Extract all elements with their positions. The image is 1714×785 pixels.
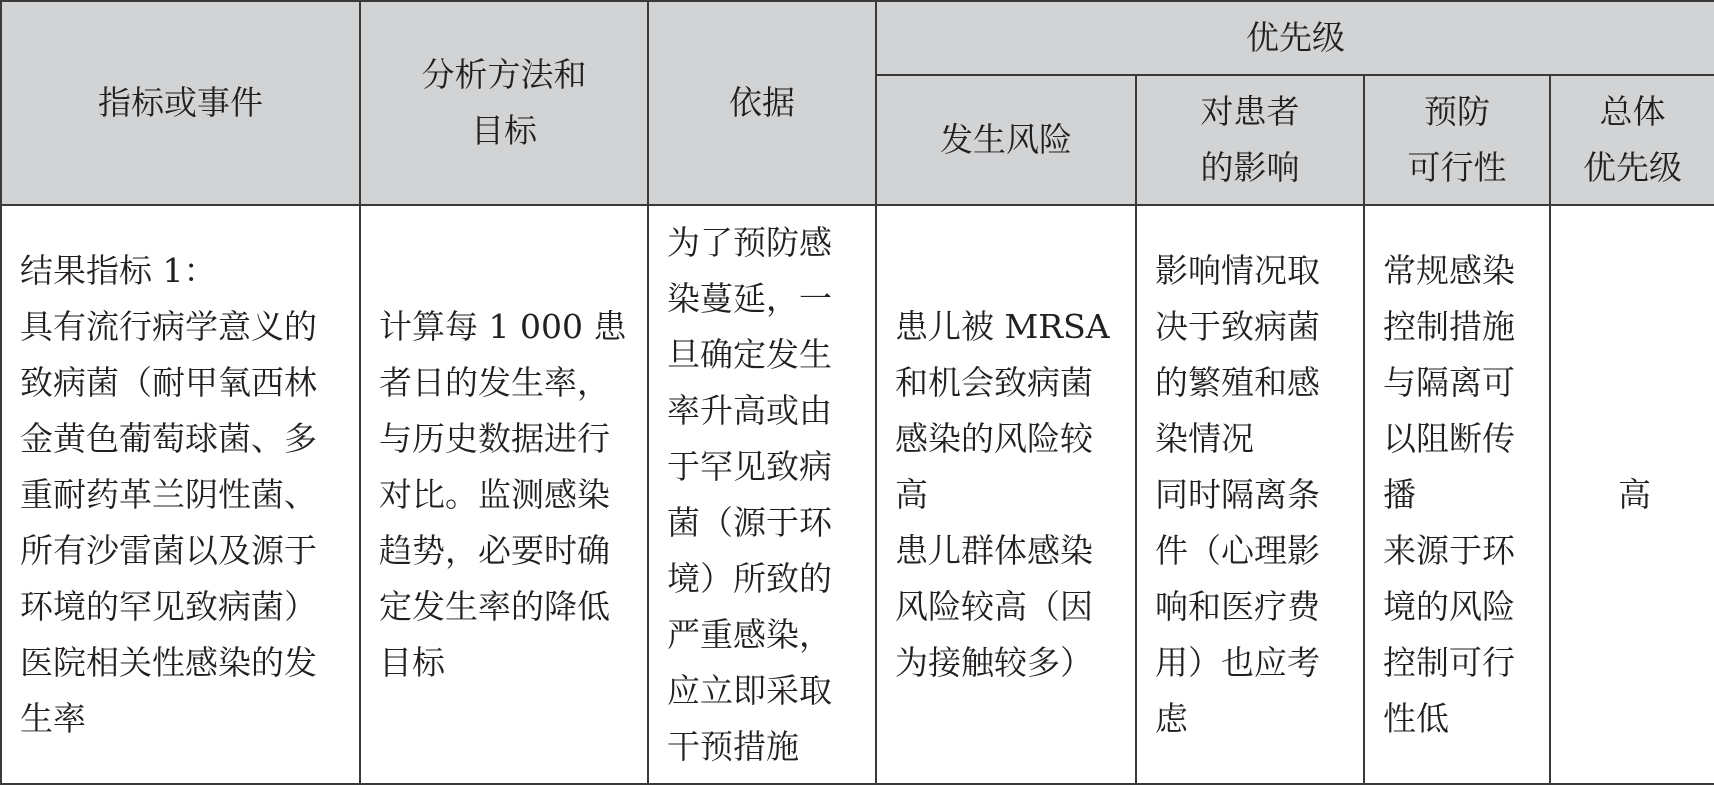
header-priority-group: 优先级	[876, 1, 1714, 75]
header-occurrence-risk: 发生风险	[876, 75, 1136, 205]
header-prevention-feasibility-line2: 可行性	[1407, 148, 1507, 187]
header-overall-priority-line2: 优先级	[1583, 148, 1682, 187]
cell-method: 计算每 1 000 患者日的发生率，与历史数据进行对比。监测感染趋势，必要时确定发生率的降低目标	[360, 205, 648, 784]
header-method	[360, 1, 648, 205]
cell-basis: 为了预防感染蔓延，一旦确定发生率升高或由于罕见致病菌（源于环境）所致的严重感染，应立即采取干预措施	[648, 205, 876, 784]
prevention-feasibility-line2: 来源于环境的风险控制可行性低	[1383, 530, 1515, 738]
prevention-feasibility-line1: 常规感染控制措施与隔离可以阻断传播	[1383, 250, 1515, 514]
header-overall-priority-line1: 总体	[1599, 92, 1666, 131]
cell-overall-priority: 高	[1550, 205, 1714, 784]
cell-prevention-feasibility	[1364, 205, 1550, 784]
header-prevention-feasibility	[1364, 75, 1550, 205]
cell-patient-impact	[1136, 205, 1364, 784]
header-basis: 依据	[648, 1, 876, 205]
cell-occurrence-risk	[876, 205, 1136, 784]
table-row	[1, 205, 1714, 784]
indicator-title: 结果指标 1：	[20, 250, 217, 290]
indicator-description: 具有流行病学意义的致病菌（耐甲氧西林金黄色葡萄球菌、多重耐药革兰阴性菌、所有沙雷菌以及源于环境的罕见致病菌）医院相关性感染的发生率	[20, 306, 317, 738]
header-method-line1: 分析方法和	[421, 55, 587, 94]
header-prevention-feasibility-line1: 预防	[1424, 92, 1490, 131]
header-patient-impact	[1136, 75, 1364, 205]
header-patient-impact-line2: 的影响	[1200, 148, 1300, 187]
header-overall-priority	[1550, 75, 1714, 205]
header-indicator: 指标或事件	[1, 1, 360, 205]
cell-indicator	[1, 205, 360, 784]
header-patient-impact-line1: 对患者	[1200, 92, 1300, 131]
occurrence-risk-line1: 患儿被 MRSA 和机会致病菌感染的风险较高	[895, 306, 1110, 514]
header-method-line2: 目标	[471, 111, 537, 150]
patient-impact-line1: 影响情况取决于致病菌的繁殖和感染情况	[1155, 250, 1320, 458]
patient-impact-line2: 同时隔离条件（心理影响和医疗费用）也应考虑	[1155, 474, 1320, 738]
occurrence-risk-line2: 患儿群体感染风险较高（因为接触较多）	[895, 530, 1093, 682]
